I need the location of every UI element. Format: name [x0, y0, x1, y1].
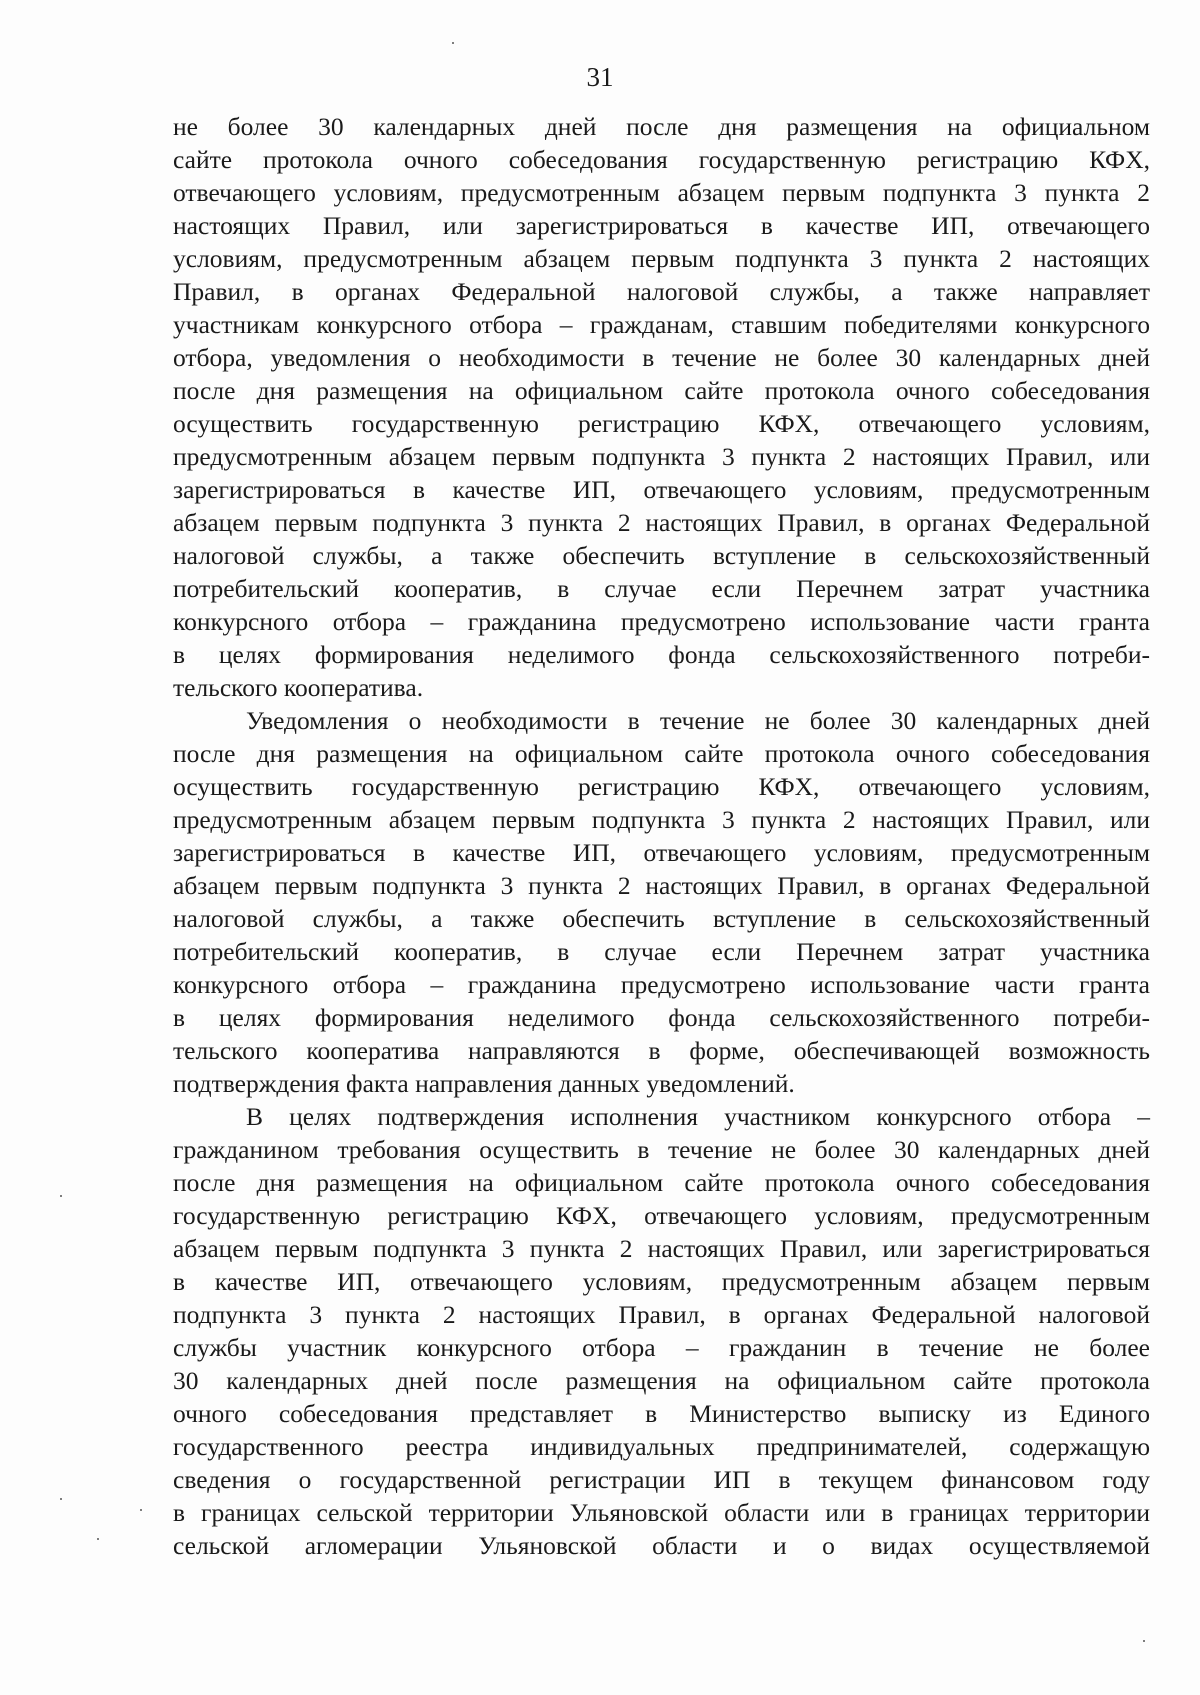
text-line: участникам конкурсного отбора – гражданам, ставшим победителями конкурсного	[173, 310, 1150, 339]
scan-speck	[1143, 1640, 1145, 1642]
text-line: налоговой службы, а также обеспечить вступление в сельскохозяйственный	[173, 904, 1150, 933]
text-line: в целях формирования неделимого фонда сельскохозяйственного потреби-	[173, 1003, 1150, 1032]
text-line: государственного реестра индивидуальных предпринимателей, содержащую	[173, 1432, 1150, 1461]
scan-speck	[60, 1195, 62, 1197]
text-line: после дня размещения на официальном сайте протокола очного собеседования	[173, 1168, 1150, 1197]
text-line: потребительский кооператив, в случае если Перечнем затрат участника	[173, 937, 1150, 966]
text-line: сельской агломерации Ульяновской области и о видах осуществляемой	[173, 1531, 1150, 1560]
text-line: условиям, предусмотренным абзацем первым подпункта 3 пункта 2 настоящих	[173, 244, 1150, 273]
text-line: абзацем первым подпункта 3 пункта 2 настоящих Правил, или зарегистрироваться	[173, 1234, 1150, 1263]
scan-speck	[97, 1538, 99, 1540]
text-line: осуществить государственную регистрацию КФХ, отвечающего условиям,	[173, 409, 1150, 438]
scan-speck	[60, 1498, 62, 1500]
text-line: отвечающего условиям, предусмотренным абзацем первым подпункта 3 пункта 2	[173, 178, 1150, 207]
text-line: налоговой службы, а также обеспечить вступление в сельскохозяйственный	[173, 541, 1150, 570]
text-line: предусмотренным абзацем первым подпункта 3 пункта 2 настоящих Правил, или	[173, 805, 1150, 834]
text-line: сведения о государственной регистрации ИП в текущем финансовом году	[173, 1465, 1150, 1494]
text-line: зарегистрироваться в качестве ИП, отвечающего условиям, предусмотренным	[173, 838, 1150, 867]
text-line: абзацем первым подпункта 3 пункта 2 настоящих Правил, в органах Федеральной	[173, 871, 1150, 900]
paragraph	[173, 110, 1150, 704]
text-line: Уведомления о необходимости в течение не более 30 календарных дней	[246, 706, 1150, 735]
text-line: потребительский кооператив, в случае если Перечнем затрат участника	[173, 574, 1150, 603]
text-line: в границах сельской территории Ульяновской области или в границах территории	[173, 1498, 1150, 1527]
paragraph	[173, 704, 1150, 1100]
text-line: осуществить государственную регистрацию КФХ, отвечающего условиям,	[173, 772, 1150, 801]
text-line: 30 календарных дней после размещения на официальном сайте протокола	[173, 1366, 1150, 1395]
text-line: зарегистрироваться в качестве ИП, отвечающего условиям, предусмотренным	[173, 475, 1150, 504]
document-body	[173, 110, 1150, 1562]
text-line: отбора, уведомления о необходимости в течение не более 30 календарных дней	[173, 343, 1150, 372]
text-line: конкурсного отбора – гражданина предусмотрено использование части гранта	[173, 970, 1150, 999]
text-line: конкурсного отбора – гражданина предусмотрено использование части гранта	[173, 607, 1150, 636]
text-line: в качестве ИП, отвечающего условиям, предусмотренным абзацем первым	[173, 1267, 1150, 1296]
text-line: очного собеседования представляет в Министерство выписку из Единого	[173, 1399, 1150, 1428]
text-line: настоящих Правил, или зарегистрироваться в качестве ИП, отвечающего	[173, 211, 1150, 240]
text-line: не более 30 календарных дней после дня размещения на официальном	[173, 112, 1150, 141]
page-number: 31	[586, 62, 614, 92]
text-line: абзацем первым подпункта 3 пункта 2 настоящих Правил, в органах Федеральной	[173, 508, 1150, 537]
text-line: В целях подтверждения исполнения участником конкурсного отбора –	[246, 1102, 1150, 1131]
text-line: тельского кооператива направляются в форме, обеспечивающей возможность	[173, 1036, 1150, 1065]
text-line: службы участник конкурсного отбора – гражданин в течение не более	[173, 1333, 1150, 1362]
text-line: тельского кооператива.	[173, 673, 424, 702]
scan-speck	[452, 42, 454, 44]
text-line: предусмотренным абзацем первым подпункта 3 пункта 2 настоящих Правил, или	[173, 442, 1150, 471]
paragraph	[173, 1100, 1150, 1562]
text-line: после дня размещения на официальном сайте протокола очного собеседования	[173, 376, 1150, 405]
scan-speck	[140, 1509, 142, 1511]
text-line: после дня размещения на официальном сайте протокола очного собеседования	[173, 739, 1150, 768]
text-line: подпункта 3 пункта 2 настоящих Правил, в органах Федеральной налоговой	[173, 1300, 1150, 1329]
text-line: сайте протокола очного собеседования государственную регистрацию КФХ,	[173, 145, 1150, 174]
text-line: государственную регистрацию КФХ, отвечающего условиям, предусмотренным	[173, 1201, 1150, 1230]
text-line: гражданином требования осуществить в течение не более 30 календарных дней	[173, 1135, 1150, 1164]
text-line: Правил, в органах Федеральной налоговой службы, а также направляет	[173, 277, 1150, 306]
text-line: подтверждения факта направления данных уведомлений.	[173, 1069, 795, 1098]
text-line: в целях формирования неделимого фонда сельскохозяйственного потреби-	[173, 640, 1150, 669]
